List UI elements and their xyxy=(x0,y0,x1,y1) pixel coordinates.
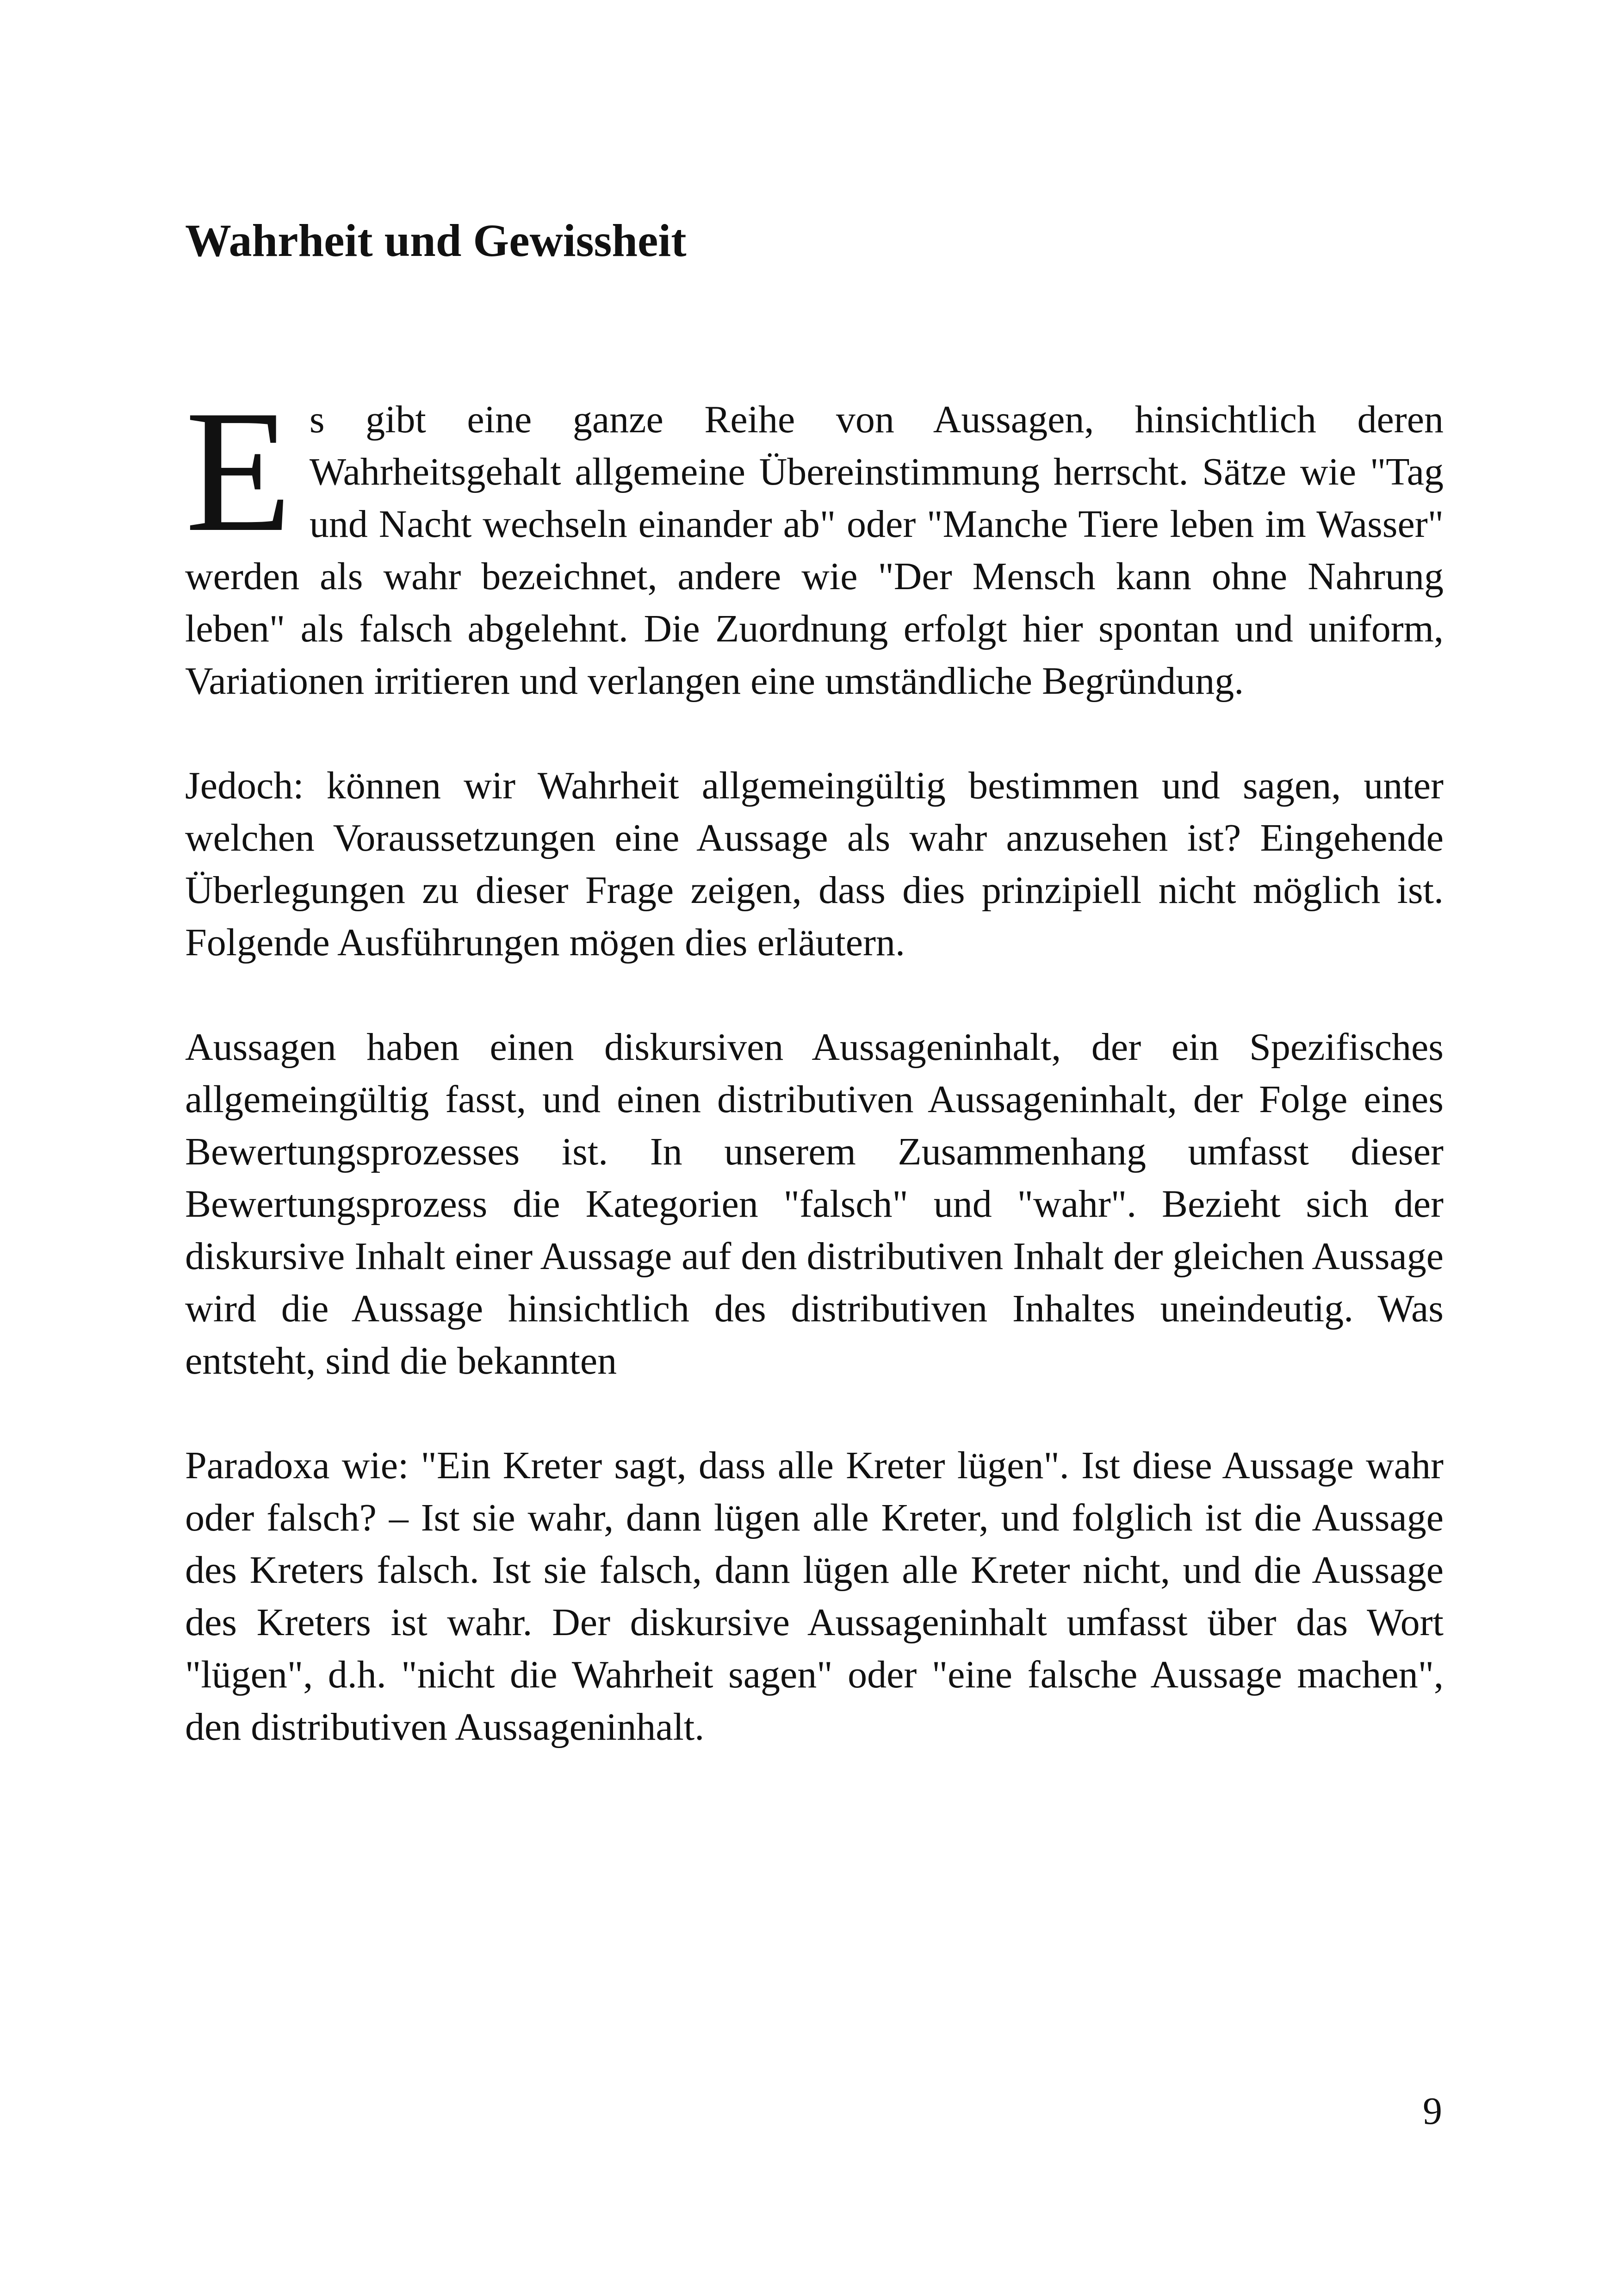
drop-cap: E xyxy=(185,374,292,568)
page-number: 9 xyxy=(1423,2090,1442,2133)
paragraph-2: Jedoch: können wir Wahrheit allgemeingültig bestimmen und sagen, unter welchen Voraussetzungen eine Aussage als wahr anzusehen ist? Eingehende Überlegungen zu dieser Frage zeigen, dass dies prinzipiell nicht möglich ist. Folgende Ausführungen mögen dies erläutern. xyxy=(185,764,1444,964)
paragraph-3: Aussagen haben einen diskursiven Aussageninhalt, der ein Spezifisches allgemeingültig fasst, und einen distributiven Aussageninhalt, der Folge eines Bewertungsprozesses ist. In unserem Zusammenhang umfasst dieser Bewertungsprozess die Kategorien "falsch" und "wahr". Bezieht sich der diskursive Inhalt einer Aussage auf den distributiven Inhalt der gleichen Aussage wird die Aussage hinsichtlich des distributiven Inhaltes uneindeutig. Was entsteht, sind die bekannten xyxy=(185,1026,1444,1382)
body-text xyxy=(185,374,1444,1805)
paragraph-4: Paradoxa wie: "Ein Kreter sagt, dass alle Kreter lügen". Ist diese Aussage wahr oder falsch? – Ist sie wahr, dann lügen alle Kreter, und folglich ist die Aussage des Kreters falsch. Ist sie falsch, dann lügen alle Kreter nicht, und die Aussage des Kreters ist wahr. Der diskursive Aussageninhalt umfasst über das Wort "lügen", d.h. "nicht die Wahrheit sagen" oder "eine falsche Aussage machen", den distributiven Aussageninhalt. xyxy=(185,1444,1444,1748)
chapter-title: Wahrheit und Gewissheit xyxy=(185,215,687,266)
paragraph-1 xyxy=(185,374,1444,707)
paragraph-1-text: s gibt eine ganze Reihe von Aussagen, hinsichtlich deren Wahrheitsgehalt allgemeine Übereinstimmung herrscht. Sätze wie "Tag und Nacht wechseln einander ab" oder "Manche Tiere leben im Wasser" werden als wahr bezeichnet, andere wie "Der Mensch kann ohne Nahrung leben" als falsch abgelehnt. Die Zuordnung erfolgt hier spontan und uniform, Variationen irritieren und verlangen eine umständliche Begründung. xyxy=(185,398,1444,703)
